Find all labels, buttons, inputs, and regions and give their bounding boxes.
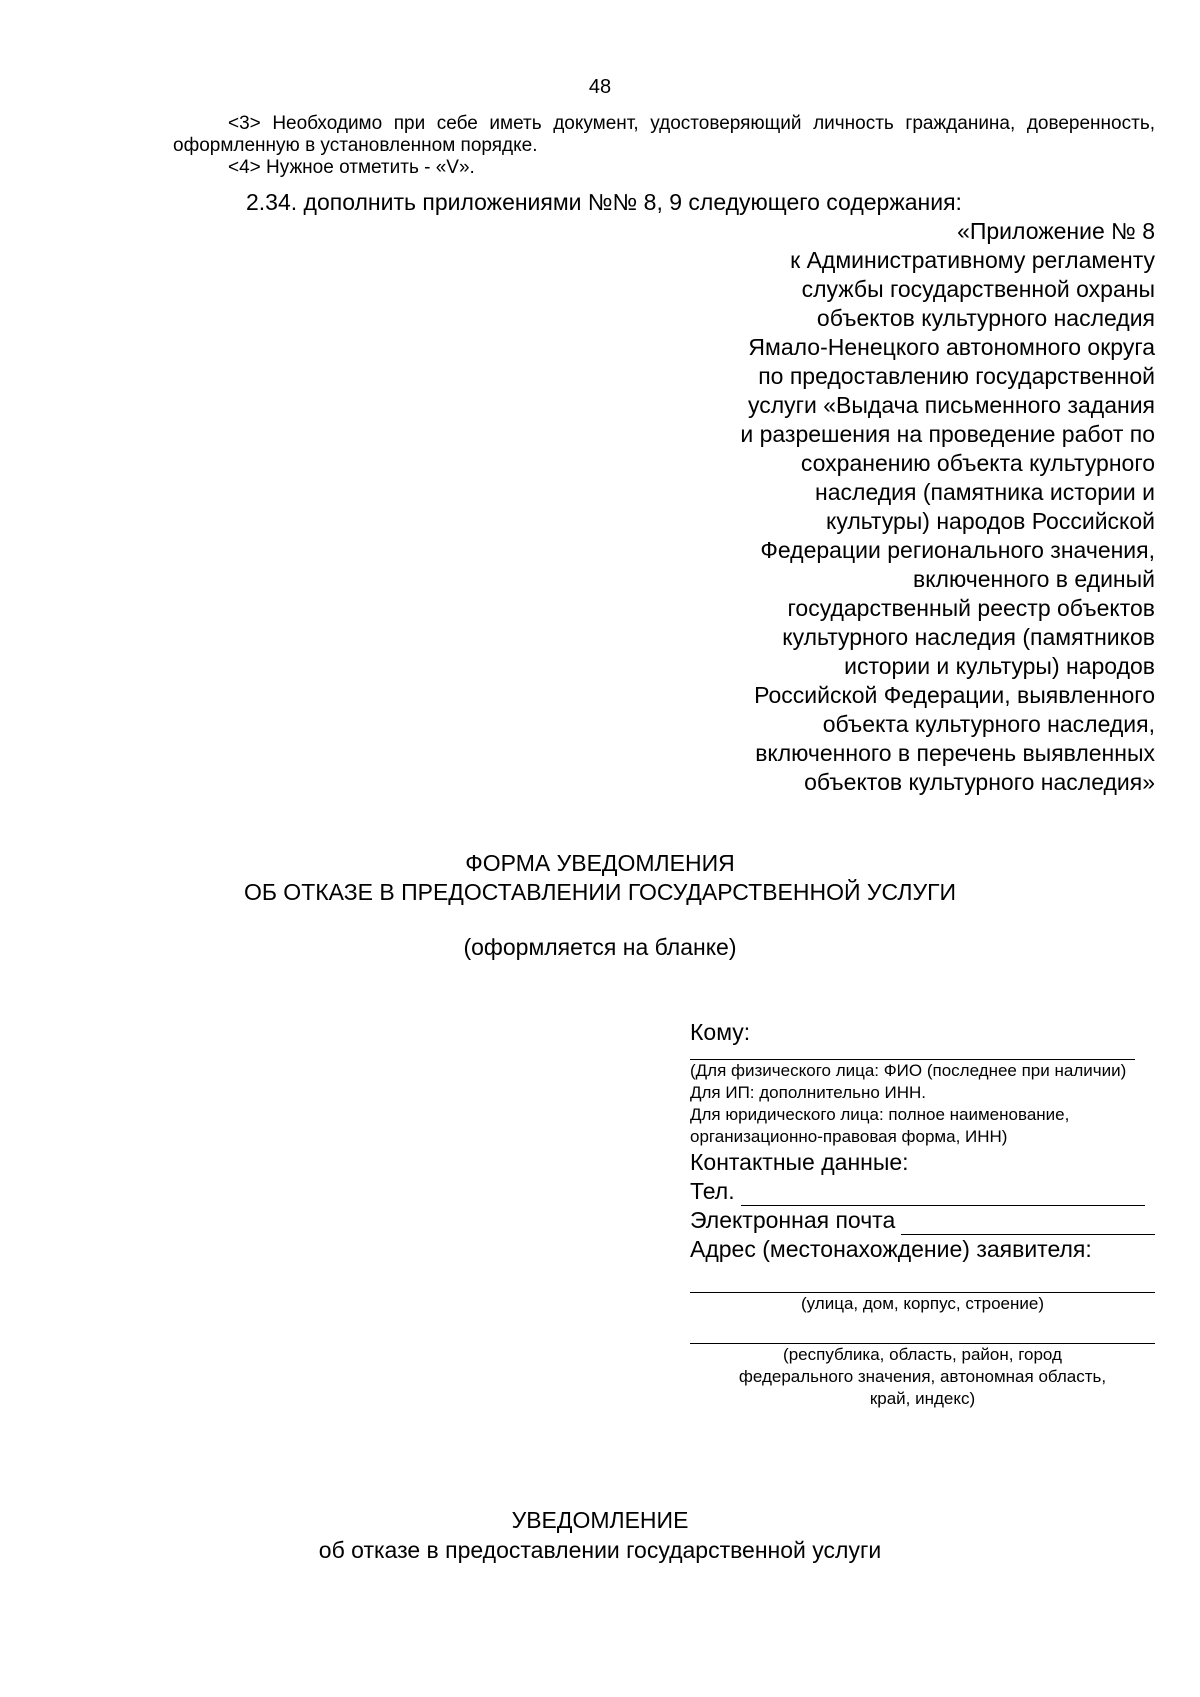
- blank-note: (оформляется на бланке): [463, 934, 737, 960]
- region-hint-2: федерального значения, автономная область,: [738, 1367, 1107, 1386]
- appendix-line: государственный реестр объектов: [787, 595, 1155, 621]
- page-number: 48: [588, 76, 612, 98]
- appendix-line: по предоставлению государственной: [758, 363, 1155, 389]
- appendix-line: объектов культурного наследия»: [804, 769, 1155, 795]
- appendix-line: Федерации регионального значения,: [760, 537, 1155, 563]
- phone-label: Тел.: [690, 1178, 735, 1204]
- email-fill-line: [901, 1213, 1155, 1235]
- email-label: Электронная почта: [690, 1207, 896, 1233]
- appendix-line: Российской Федерации, выявленного: [754, 682, 1155, 708]
- ip-hint: Для ИП: дополнительно ИНН.: [690, 1083, 927, 1102]
- form-title: [0, 849, 1200, 907]
- appendix-line: Ямало-Ненецкого автономного округа: [748, 334, 1155, 360]
- komu-label: Кому:: [690, 1019, 751, 1045]
- notice-title: УВЕДОМЛЕНИЕ: [511, 1507, 689, 1533]
- footnote-3: <3> Необходимо при себе иметь документ, удостоверяющий личность гражданина, доверенность, оформленную в установленном порядке.: [173, 113, 1155, 156]
- appendix-line: истории и культуры) народов: [844, 653, 1155, 679]
- contacts-label: Контактные данные:: [690, 1149, 909, 1175]
- form-title-line-1: ФОРМА УВЕДОМЛЕНИЯ: [465, 850, 735, 876]
- recipient-block: [690, 1017, 1155, 1410]
- legal-hint-2: организационно-правовая форма, ИНН): [690, 1127, 1008, 1146]
- appendix-line: «Приложение № 8: [957, 218, 1155, 244]
- appendix-line: к Административному регламенту: [790, 247, 1155, 273]
- notice-heading: [0, 1505, 1200, 1565]
- email-row: [690, 1206, 1155, 1235]
- appendix-line: сохранению объекта культурного: [800, 450, 1155, 476]
- region-hint-1: (республика, область, район, город: [783, 1345, 1062, 1364]
- appendix-line: объектов культурного наследия: [816, 305, 1155, 331]
- appendix-header: [640, 217, 1155, 797]
- legal-hint-1: Для юридического лица: полное наименование,: [690, 1105, 1070, 1124]
- appendix-line: услуги «Выдача письменного задания: [747, 392, 1155, 418]
- appendix-line: наследия (памятника истории и: [815, 479, 1155, 505]
- form-title-line-2: ОБ ОТКАЗЕ В ПРЕДОСТАВЛЕНИИ ГОСУДАРСТВЕННОЙ УСЛУГИ: [243, 879, 957, 905]
- appendix-line: культуры) народов Российской: [826, 508, 1155, 534]
- appendix-line: включенного в перечень выявленных: [755, 740, 1155, 766]
- region-hint-3: край, индекс): [869, 1389, 976, 1408]
- footnotes: [173, 113, 1155, 179]
- appendix-line: культурного наследия (памятников: [782, 624, 1155, 650]
- appendix-line: объекта культурного наследия,: [822, 711, 1155, 737]
- address-label: Адрес (местонахождение) заявителя:: [690, 1236, 1092, 1262]
- amendment-paragraph: 2.34. дополнить приложениями №№ 8, 9 следующего содержания:: [246, 189, 962, 215]
- street-hint: (улица, дом, корпус, строение): [801, 1294, 1044, 1313]
- appendix-line: включенного в единый: [913, 566, 1155, 592]
- appendix-line: и разрешения на проведение работ по: [740, 421, 1155, 447]
- phone-row: [690, 1177, 1155, 1206]
- notice-subtitle: об отказе в предоставлении государственной услуги: [318, 1537, 882, 1563]
- appendix-line: службы государственной охраны: [801, 276, 1155, 302]
- footnote-4: <4> Нужное отметить - «V».: [228, 157, 475, 178]
- person-hint: (Для физического лица: ФИО (последнее при наличии): [690, 1061, 1127, 1080]
- phone-fill-line: [741, 1184, 1145, 1206]
